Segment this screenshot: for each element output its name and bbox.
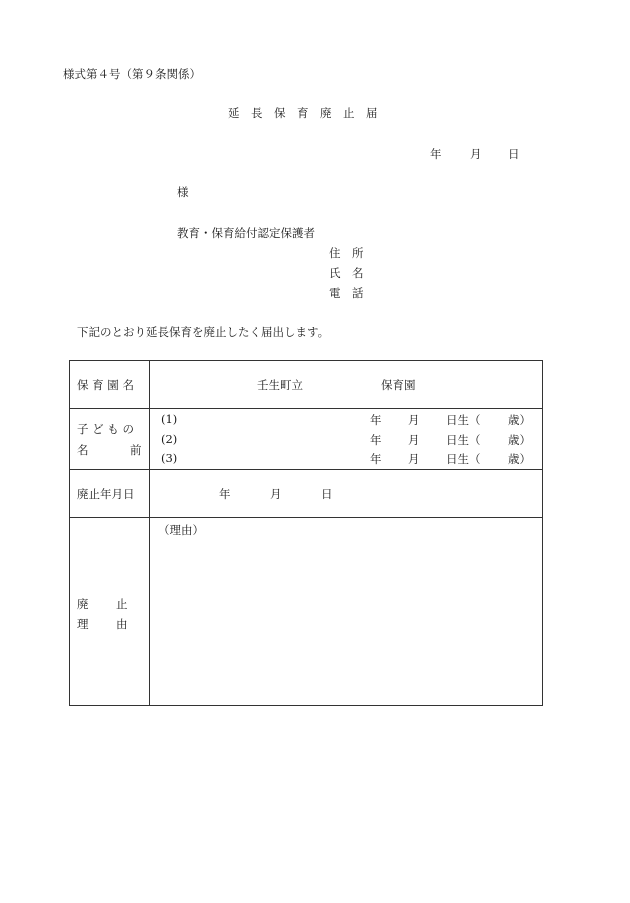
nursery-row [70,361,542,409]
child-2-birth: 日生（ [446,433,481,447]
nursery-label-cell [70,361,150,408]
children-label-line2-b: 前 [130,443,142,457]
name-label: 氏 名 [329,266,364,280]
reason-placeholder: （理由） [158,523,204,537]
end-date-label-cell [70,470,150,517]
application-form-table [69,360,543,706]
child-2-number: (2) [161,432,178,446]
date-year-label: 年 [430,147,442,161]
child-2-age: 歳） [508,433,531,447]
reason-label-line1-b: 止 [116,597,128,611]
page-title: 延 長 保 育 廃 止 届 [228,106,378,120]
child-3-month: 月 [408,452,420,466]
child-1-number: (1) [161,412,178,426]
date-day-label: 日 [508,147,520,161]
child-3-number: (3) [161,451,178,465]
reason-label-line2-b: 由 [116,617,128,631]
child-1-year: 年 [370,413,382,427]
child-2-month: 月 [408,433,420,447]
phone-label: 電 話 [329,286,364,300]
child-3-age: 歳） [508,452,531,466]
reason-label-line2-a: 理 [77,617,89,631]
children-label-line1: 子 ど も の [77,422,134,436]
addressee-suffix: 様 [177,185,189,199]
date-month-label: 月 [470,147,482,161]
reason-label-cell [70,518,150,705]
children-row [70,409,542,470]
child-1-birth: 日生（ [446,413,481,427]
address-label: 住 所 [329,246,364,260]
reason-label-line1-a: 廃 [77,597,89,611]
nursery-prefix: 壬生町立 [257,378,303,392]
end-date-label: 廃止年月日 [77,487,135,501]
children-label-cell [70,409,150,469]
end-date-month: 月 [270,487,282,501]
reason-row [70,518,542,705]
applicant-role: 教育・保育給付認定保護者 [177,226,315,240]
child-1-month: 月 [408,413,420,427]
child-3-birth: 日生（ [446,452,481,466]
nursery-label: 保 育 園 名 [77,378,134,392]
children-label-line2-a: 名 [77,443,89,457]
child-1-age: 歳） [508,413,531,427]
nursery-suffix: 保育園 [381,378,416,392]
child-3-year: 年 [370,452,382,466]
child-2-year: 年 [370,433,382,447]
end-date-day: 日 [321,487,333,501]
form-number: 様式第４号（第９条関係） [63,67,201,81]
end-date-row [70,470,542,518]
intro-text: 下記のとおり延長保育を廃止したく届出します。 [77,325,330,339]
end-date-year: 年 [219,487,231,501]
